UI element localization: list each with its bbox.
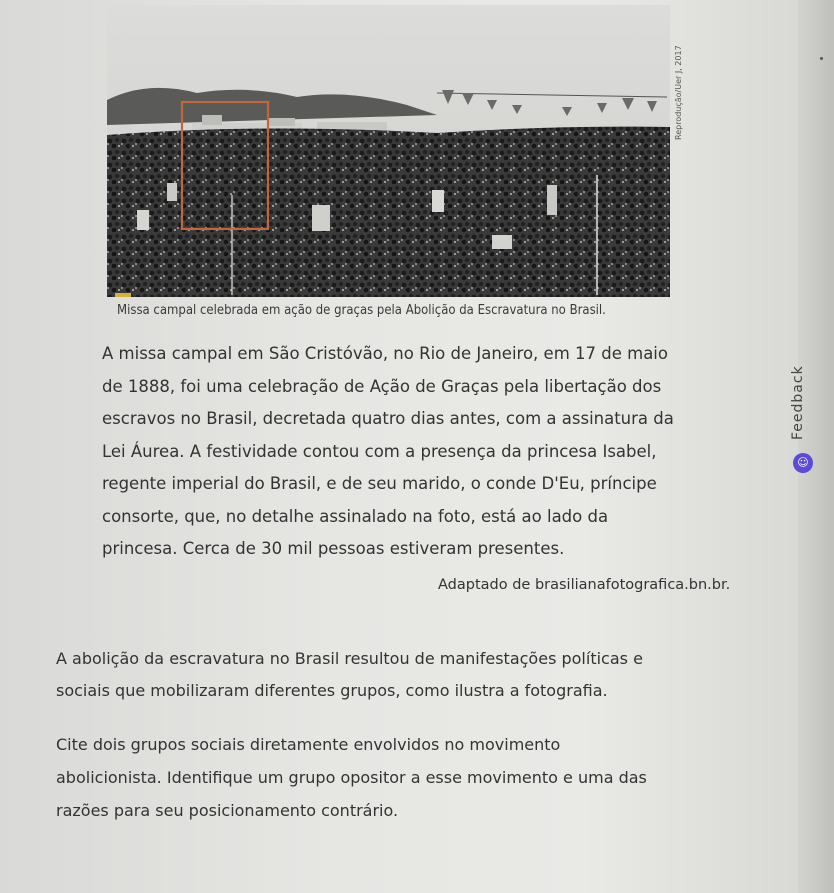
photo-image <box>107 5 670 297</box>
question-line: abolicionista. Identifique um grupo opositor a esse movimento e uma das <box>56 768 647 787</box>
question-line: Cite dois grupos sociais diretamente envolvidos no movimento <box>56 735 561 754</box>
question-line: razões para seu posicionamento contrário. <box>56 801 399 820</box>
photo-credit: Reprodução/Uer J, 2017 <box>674 45 683 140</box>
feedback-icon: ☺ <box>793 453 813 473</box>
paragraph-line: regente imperial do Brasil, e de seu marido, o conde D'Eu, príncipe <box>102 474 657 493</box>
paragraph-line: Lei Áurea. A festividade contou com a presença da princesa Isabel, <box>102 441 657 461</box>
paragraph-line: consorte, que, no detalhe assinalado na foto, está ao lado da <box>102 506 609 526</box>
crowd-illustration <box>107 5 670 297</box>
paragraph-line: princesa. Cerca de 30 mil pessoas estiveram presentes. <box>102 539 565 558</box>
paragraph-line: escravos no Brasil, decretada quatro dias antes, com a assinatura da <box>102 409 674 428</box>
paragraph-line: A missa campal em São Cristóvão, no Rio de Janeiro, em 17 de maio <box>102 344 668 363</box>
photo-caption: Missa campal celebrada em ação de graças pela Abolição da Escravatura no Brasil. <box>117 303 606 318</box>
feedback-tab[interactable] <box>786 343 826 488</box>
source-note: Adaptado de brasilianafotografica.bn.br. <box>438 577 731 593</box>
screen-dot <box>820 57 823 60</box>
paragraph-line: de 1888, foi uma celebração de Ação de Graças pela libertação dos <box>102 376 662 396</box>
historic-photo <box>107 5 670 297</box>
intro-line: sociais que mobilizaram diferentes grupos, como ilustra a fotografia. <box>56 681 608 700</box>
question-intro <box>56 643 771 707</box>
question-prompt <box>56 728 771 827</box>
feedback-label: Feedback <box>790 365 806 441</box>
context-paragraph <box>102 338 766 566</box>
intro-line: A abolição da escravatura no Brasil resultou de manifestações políticas e <box>56 649 643 668</box>
